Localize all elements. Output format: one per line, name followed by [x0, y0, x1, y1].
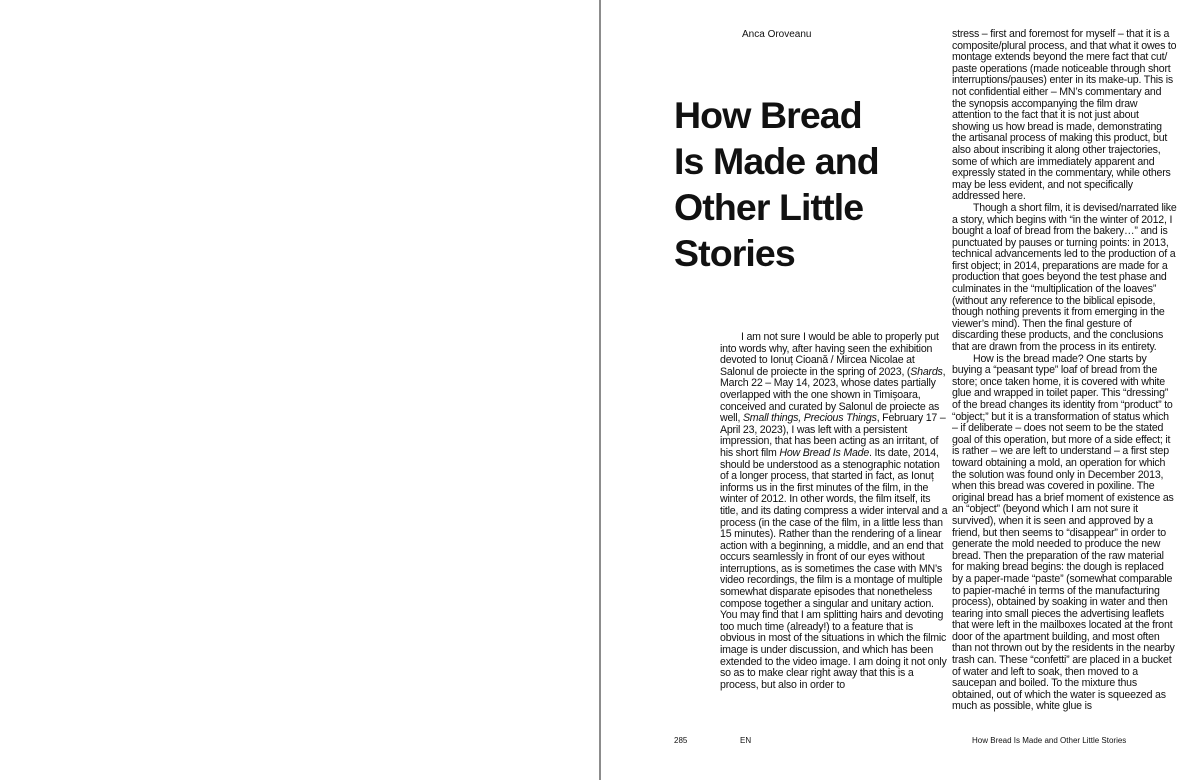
- running-title: How Bread Is Made and Other Little Stories: [972, 736, 1127, 745]
- article-title: [674, 92, 924, 276]
- left-page-blank: [0, 0, 599, 780]
- title-line-2: Is Made and: [674, 140, 879, 182]
- right-paragraph-3: How is the bread made? One starts by buying a “peasant type” loaf of bread from the store; once taken home, it is covered with white glue and wrapped in toilet paper. This “dressing” of the bread changes its identity from “product” to “object;” but it is a transformation of status which – if deliberate – does not seem to be the stated goal of this operation, but more of a side effect; it is rather – we are left to understand – a first step toward obtaining a mold, an operation for which the solution was found only in December 2013, when this bread was covered in poxiline. The original bread has a brief moment of existence as an “object” (beyond which I am not sure it survived), when it is seen and approved by a friend, but then seems to “disappear” in order to generate the mold needed to produce the new bread. Then the preparation of the raw material for making bread begins: the dough is replaced by a paper-made “paste” (somewhat comparable to papier-maché in terms of the manufacturing process), obtained by soaking in water and then tearing into small pieces the advertising leaflets that were left in the mailboxes located at the front door of the apartment building, and most often than not thrown out by the residents in the nearby trash can. These “confetti” are placed in a bucket of water and left to soak, then moved to a saucepan and boiled. To the mixture thus obtained, out of which the water is squeezed as much as possible, white glue is: [952, 352, 1175, 713]
- page-number: 285: [674, 736, 688, 745]
- text-run: I am not sure I would be able to properly put into words why, after having seen the exhibition devoted to Ionuț Cioană / Mircea Nicolae at Salonul de proiecte in the spring of 2023, (: [720, 331, 939, 378]
- text-run: , February 17 – April 23, 2023), I was left with a persistent impression, that has been acting as an irritant, of his short film: [720, 412, 946, 459]
- italic-work-title: How Bread Is Made: [779, 446, 870, 459]
- title-line-1: How Bread: [674, 94, 862, 136]
- right-paragraph-1: stress – first and foremost for myself – that it is a composite/plural process, and that what it owes to montage extends beyond the mere fact that cut/ paste operations (made noticeable through short interruptions/pauses) enter in its make-up. This is not confidential either – MN’s commentary and the synopsis accompanying the film draw attention to the fact that it is not just about showing us how bread is made, demonstrating the artisanal process of making this product, but also about inscribing it along other trajectories, some of which are immediately apparent and expressly stated in the commentary, while others may be less evident, and not specifically addressed here.: [952, 28, 1177, 203]
- text-run: , March 22 – May 14, 2023, whose dates partially overlapped with the one shown in Timișoara, conceived and curated by Salonul de proiecte as well,: [720, 365, 946, 425]
- italic-work-title: Small things, Precious Things: [742, 412, 877, 425]
- left-paragraph-1: [720, 332, 948, 691]
- italic-work-title: Shards: [910, 365, 943, 378]
- body-column-right: [952, 29, 1177, 713]
- body-column-left: [720, 332, 948, 691]
- title-line-4: Stories: [674, 232, 795, 274]
- title-line-3: Other Little: [674, 186, 864, 228]
- language-code: EN: [740, 736, 752, 745]
- text-run: . Its date, 2014, should be understood as a stenographic notation of a longer process, that started in fact, as Ionuț informs us in the first minutes of the film, in the winter of 2012. In other words, the film itself, its title, and its dating compress a wider interval and a process (in the case of the film, in a little less than 15 minutes). Rather than the rendering of a linear action with a beginning, a middle, and an end that occurs seamlessly in front of our eyes without interruptions, as is sometimes the case with MN’s video recordings, the film is a montage of multiple somewhat disparate episodes that nonetheless compose together a singular and unitary action. You may find that I am splitting hairs and devoting too much time (already!) to a feature that is obvious in most of the situations in which the filmic image is under discussion, and which has been extended to the video image. I am doing it not only so as to make clear right away that this is a process, but also in order to: [720, 446, 948, 691]
- right-paragraph-2: Though a short film, it is devised/narrated like a story, which begins with “in the winter of 2012, I bought a loaf of bread from the bakery…” and is punctuated by pauses or turning points: in 2013, technical advancements led to the production of a first object; in 2014, preparations are made for a production that goes beyond the test phase and culminates in the “multiplication of the loaves” (without any reference to the biblical episode, though nothing prevents it from emerging in the viewer’s mind). Then the final gesture of discarding these products, and the conclusions that are drawn from the process in its entirety.: [952, 201, 1177, 354]
- author-name: Anca Oroveanu: [742, 29, 812, 40]
